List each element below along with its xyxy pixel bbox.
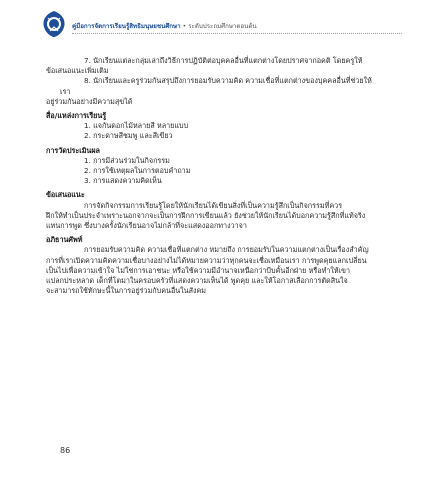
glossary-line: การยอมรับความคิด ความเชื่อที่แตกต่าง หมายถึง การยอมรับในความแตกต่างเป็นเรื่องสำคัญ [84, 245, 369, 255]
header-text [72, 21, 257, 31]
glossary-heading: อภิธานศัพท์ [46, 235, 83, 245]
suggestion-line: การจัดกิจกรรมการเรียนรู้โดยให้นักเรียนได้เขียนสิ่งที่เป็นความรู้สึกเป็นกิจกรรมที่ควร [84, 200, 343, 210]
suggestion-line: แทนการพูด ซึ่งบางครั้งนักเรียนอาจไม่กล้าที่จะแสดงออกทางวาจา [46, 221, 247, 231]
page-number: 86 [60, 446, 71, 455]
item-7-line-1: 7. นักเรียนแต่ละกลุ่มเล่าถึงวิธีการปฏิบัติต่อบุคคลอื่นที่แตกต่างโดยปราศจากอคติ โดยครูให้ [84, 56, 363, 65]
assessment-item: 3. การแสดงความคิดเห็น [84, 176, 162, 186]
suggestion-heading: ข้อเสนอแนะ [46, 190, 85, 200]
assessment-heading: การวัดประเมินผล [46, 145, 100, 155]
item-7-line-2: ข้อเสนอแนะเพิ่มเติม [46, 66, 109, 76]
header-rule [72, 33, 402, 34]
glossary-line: จะสามารถใช้ทักษะนี้ในการอยู่ร่วมกับคนอื่นในสังคม [46, 286, 207, 296]
assessment-item: 1. การมีส่วนร่วมในกิจกรรม [84, 155, 170, 165]
item-8-line-2: อยู่ร่วมกันอย่างมีความสุขได้ [46, 96, 133, 106]
page-header [40, 10, 400, 40]
item-8-line-1: 8. นักเรียนและครูร่วมกันสรุปถึงการยอมรับความคิด ความเชื่อที่แตกต่างของบุคคลอื่นที่ช่วยให้เรา [60, 76, 372, 96]
page-content [46, 56, 376, 296]
header-title: คู่มือการจัดการเรียนรู้สิทธิมนุษยชนศึกษา [72, 23, 181, 30]
header-separator: • [182, 23, 187, 30]
dsi-emblem-icon [40, 10, 68, 38]
media-item: 1. แจกันดอกไม้หลายสี หลายแบบ [84, 121, 189, 131]
header-subtitle: ระดับประถมศึกษาตอนต้น [188, 23, 257, 30]
assessment-item: 2. การใช้เหตุผลในการตอบคำถาม [84, 166, 191, 176]
glossary-line: เป็นไปเพื่อความเข้าใจ ไม่ใช่การเอาชนะ หรือใช้ความมีอำนาจเหนือกว่าบีบคั้นอีกฝ่าย หรือทำให้เขา [46, 265, 351, 275]
media-item: 2. กระดาษสีชมพู และสีเขียว [84, 131, 173, 141]
glossary-line: แปลกประหลาด เด็กที่โตมาในครอบครัวที่แสดงความเห็นได้ พูดคุย และให้โอกาสเลือกการตัดสินใจ [46, 276, 348, 286]
glossary-line: การที่เราเปิดความคิดความเชื่อบางอย่างไม่ได้หมายความว่าทุกคนจะเชื่อเหมือนเรา การพูดคุยแลกเปลี่ยน [46, 255, 367, 265]
suggestion-line: ฝึกให้ทำเป็นประจำเพราะนอกจากจะเป็นการฝึกการเขียนแล้ว ยังช่วยให้นักเรียนได้บอกความรู้สึกที่แท้จริง [46, 210, 366, 220]
media-heading: สื่อ/แหล่งการเรียนรู้ [46, 111, 107, 121]
